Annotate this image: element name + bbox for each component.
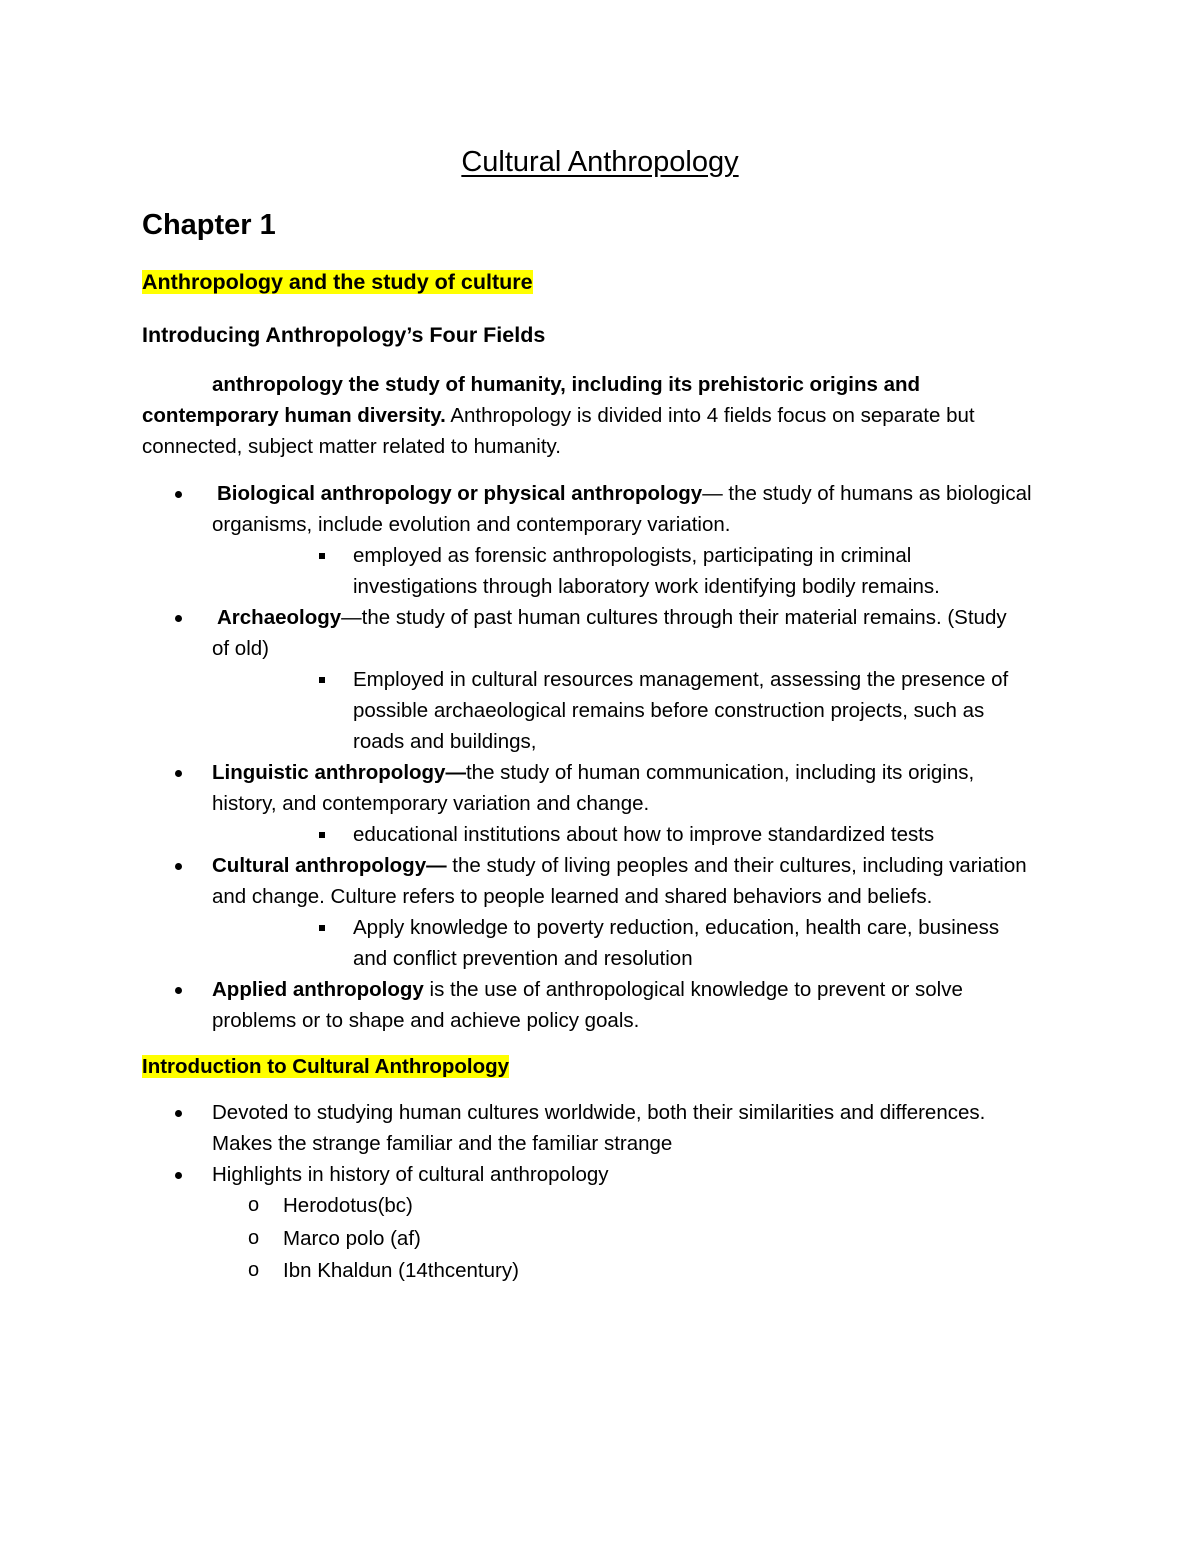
history-item: Marco polo (af) xyxy=(283,1227,421,1250)
field-cultural-line-2: and change. Culture refers to people learned and shared behaviors and beliefs. xyxy=(212,885,933,908)
field-definition: the study of living peoples and their cultures, including variation xyxy=(446,854,1027,877)
section-heading-2-text: Introduction to Cultural Anthropology xyxy=(142,1055,510,1078)
document-title: Cultural Anthropology xyxy=(461,146,739,178)
intro-line-3: connected, subject matter related to humanity. xyxy=(142,435,561,458)
field-biological-line-1 xyxy=(217,482,1032,506)
bullet-dot xyxy=(175,615,182,622)
sub-bullet-text: employed as forensic anthropologists, participating in criminal xyxy=(353,544,912,567)
field-archaeology-line-2: of old) xyxy=(212,637,269,660)
bullet-dot xyxy=(175,491,182,498)
history-item: Herodotus(bc) xyxy=(283,1194,413,1217)
field-cultural-line-1 xyxy=(212,854,1027,878)
circle-bullet: o xyxy=(248,1259,260,1281)
field-applied-line-1 xyxy=(212,978,963,1002)
square-bullet xyxy=(319,832,325,838)
sub-bullet-text: educational institutions about how to improve standardized tests xyxy=(353,823,935,846)
intro2-bullet-1-line-1: Devoted to studying human cultures worldwide, both their similarities and differences. xyxy=(212,1101,986,1124)
square-bullet xyxy=(319,553,325,559)
circle-bullet: o xyxy=(248,1194,260,1216)
bullet-dot xyxy=(175,863,182,870)
bullet-dot xyxy=(175,770,182,777)
section-heading-2 xyxy=(142,1055,509,1079)
field-definition: the study of human communication, including its origins, xyxy=(465,761,975,784)
sub-bullet-text: Employed in cultural resources management, assessing the presence of xyxy=(353,668,1009,691)
intro2-bullet-2: Highlights in history of cultural anthropology xyxy=(212,1163,609,1186)
field-archaeology-line-1 xyxy=(217,606,1007,630)
field-term: Biological anthropology or physical anthropology xyxy=(217,482,703,505)
field-definition: — the study of humans as biological xyxy=(702,482,1032,505)
intro2-bullet-1-line-2: Makes the strange familiar and the familiar strange xyxy=(212,1132,673,1155)
bullet-dot xyxy=(175,987,182,994)
sub-bullet-text: Apply knowledge to poverty reduction, education, health care, business xyxy=(353,916,1000,939)
sub-bullet-text: and conflict prevention and resolution xyxy=(353,947,693,970)
intro-line-2 xyxy=(142,404,975,428)
field-definition: —the study of past human cultures through their material remains. (Study xyxy=(341,606,1007,629)
field-definition: is the use of anthropological knowledge to prevent or solve xyxy=(423,978,963,1001)
field-term: Applied anthropology xyxy=(212,978,424,1001)
field-biological-line-2: organisms, include evolution and contemporary variation. xyxy=(212,513,731,536)
field-applied-line-2: problems or to shape and achieve policy goals. xyxy=(212,1009,640,1032)
sub-bullet-text: roads and buildings, xyxy=(353,730,537,753)
intro-line-2-rest: Anthropology is divided into 4 fields focus on separate but xyxy=(445,404,975,427)
square-bullet xyxy=(319,925,325,931)
field-linguistic-line-1 xyxy=(212,761,974,785)
sub-bullet-text: possible archaeological remains before construction projects, such as xyxy=(353,699,985,722)
history-item: Ibn Khaldun (14thcentury) xyxy=(283,1259,519,1282)
field-linguistic-line-2: history, and contemporary variation and change. xyxy=(212,792,650,815)
bullet-dot xyxy=(175,1172,182,1179)
section-heading-1 xyxy=(142,270,533,295)
bullet-dot xyxy=(175,1110,182,1117)
intro-line-2-bold: contemporary human diversity. xyxy=(142,404,446,427)
field-term: Linguistic anthropology— xyxy=(212,761,466,784)
chapter-heading: Chapter 1 xyxy=(142,209,276,241)
subheading-four-fields: Introducing Anthropology’s Four Fields xyxy=(142,323,546,347)
field-term: Cultural anthropology— xyxy=(212,854,447,877)
field-term: Archaeology xyxy=(217,606,342,629)
section-heading-1-text: Anthropology and the study of culture xyxy=(142,270,533,294)
sub-bullet-text: investigations through laboratory work identifying bodily remains. xyxy=(353,575,940,598)
square-bullet xyxy=(319,677,325,683)
circle-bullet: o xyxy=(248,1227,260,1249)
intro-line-1: anthropology the study of humanity, including its prehistoric origins and xyxy=(212,373,921,396)
